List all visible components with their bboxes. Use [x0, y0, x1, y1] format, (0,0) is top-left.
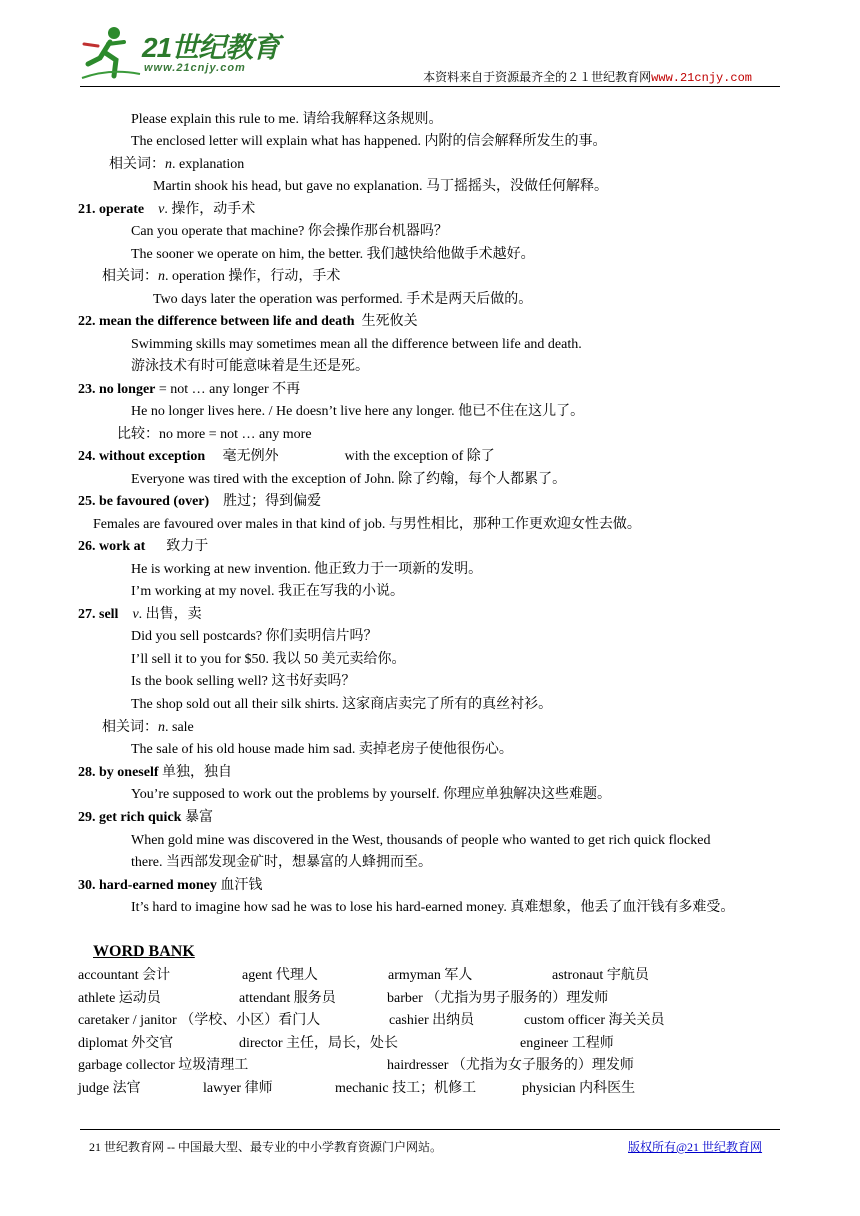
word-bank-entry: barber （尤指为男子服务的）理发师: [387, 991, 609, 1006]
word-bank-entry: hairdresser （尤指为女子服务的）理发师: [387, 1058, 634, 1073]
example-line: Females are favoured over males in that kind of job. 与男性相比，那种工作更欢迎女性去做。: [93, 517, 641, 532]
example-line: Did you sell postcards? 你们卖明信片吗？: [131, 629, 378, 644]
word-bank-entry: diplomat 外交官: [78, 1036, 174, 1051]
example-line: Can you operate that machine? 你会操作那台机器吗？: [131, 224, 448, 239]
word-bank-entry: mechanic 技工；机修工: [335, 1081, 477, 1096]
word-bank-entry: attendant 服务员: [239, 991, 336, 1006]
comparison-line: 比较：no more = not … any more: [117, 427, 312, 442]
header-source-url[interactable]: www.21cnjy.com: [651, 71, 752, 85]
example-line: Martin shook his head, but gave no explanation. 马丁摇摇头，没做任何解释。: [153, 179, 608, 194]
footer-divider: [80, 1129, 780, 1130]
example-line: He no longer lives here. / He doesn’t live here any longer. 他已不住在这儿了。: [131, 404, 585, 419]
header-source-text: 本资料来自于资源最齐全的２１世纪教育网: [423, 70, 652, 84]
copyright-link[interactable]: 版权所有@21 世纪教育网: [628, 1140, 763, 1154]
word-bank-entry: director 主任，局长，处长: [239, 1036, 399, 1051]
word-bank-entry: cashier 出纳员: [389, 1013, 475, 1028]
entry-heading: 29. get rich quick 暴富: [78, 810, 213, 825]
example-line: 游泳技术有时可能意味着是生还是死。: [131, 359, 369, 374]
example-line: It’s hard to imagine how sad he was to lose his hard-earned money. 真难想象，他丢了血汗钱有多难受。: [131, 900, 735, 915]
footer-text: 21 世纪教育网 -- 中国最大型、最专业的中小学教育资源门户网站。: [89, 1140, 442, 1154]
example-line: Swimming skills may sometimes mean all the difference between life and death.: [131, 337, 582, 352]
word-bank-entry: agent 代理人: [242, 968, 318, 983]
related-word-line: 相关词：n. explanation: [109, 157, 245, 172]
word-bank-entry: garbage collector 垃圾清理工: [78, 1058, 249, 1073]
logo-brand-text: 21世纪教育: [142, 32, 280, 63]
example-line: Is the book selling well? 这书好卖吗？: [131, 674, 356, 689]
logo-site-text: www.21cnjy.com: [144, 62, 246, 74]
word-bank-entry: astronaut 宇航员: [552, 968, 649, 983]
related-word-line: 相关词：n. operation 操作，行动，手术: [102, 269, 341, 284]
entry-heading: 28. by oneself 单独，独自: [78, 765, 232, 780]
example-line: I’ll sell it to you for $50. 我以 50 美元卖给你。: [131, 652, 406, 667]
entry-heading: 24. without exception 毫无例外 with the exception of 除了: [78, 449, 495, 464]
entry-heading: 21. operate v. 操作，动手术: [78, 202, 256, 217]
example-line: The sale of his old house made him sad. 卖掉老房子使他很伤心。: [131, 742, 513, 757]
entry-heading: 25. be favoured (over) 胜过；得到偏爱: [78, 494, 322, 509]
word-bank-title: WORD BANK: [93, 943, 195, 960]
word-bank-entry: physician 内科医生: [522, 1081, 636, 1096]
site-logo[interactable]: [80, 22, 290, 84]
entry-heading: 30. hard-earned money 血汗钱: [78, 878, 263, 893]
example-line: Two days later the operation was performed. 手术是两天后做的。: [153, 292, 533, 307]
example-line: The shop sold out all their silk shirts. 这家商店卖完了所有的真丝衬衫。: [131, 697, 553, 712]
word-bank-entry: caretaker / janitor （学校、小区）看门人: [78, 1013, 321, 1028]
word-bank-entry: accountant 会计: [78, 968, 171, 983]
word-bank-entry: athlete 运动员: [78, 991, 161, 1006]
entry-heading: 23. no longer = not … any longer 不再: [78, 382, 301, 397]
header-source: [423, 68, 752, 85]
example-line: When gold mine was discovered in the West, thousands of people who wanted to get rich quick flocked: [131, 833, 711, 848]
related-word-line: 相关词：n. sale: [102, 720, 194, 735]
word-bank-entry: engineer 工程师: [520, 1036, 614, 1051]
word-bank-entry: armyman 军人: [388, 968, 473, 983]
example-line: Everyone was tired with the exception of John. 除了约翰，每个人都累了。: [131, 472, 567, 487]
word-bank-entry: lawyer 律师: [203, 1081, 273, 1096]
example-line: Please explain this rule to me. 请给我解释这条规则。: [131, 112, 443, 127]
example-line: The sooner we operate on him, the better. 我们越快给他做手术越好。: [131, 247, 535, 262]
entry-heading: 27. sell v. 出售，卖: [78, 607, 202, 622]
running-figure-icon: [80, 24, 142, 82]
example-line: The enclosed letter will explain what has happened. 内附的信会解释所发生的事。: [131, 134, 607, 149]
example-line: He is working at new invention. 他正致力于一项新的发明。: [131, 562, 483, 577]
example-line: I’m working at my novel. 我正在写我的小说。: [131, 584, 404, 599]
example-line: there. 当西部发现金矿时，想暴富的人蜂拥而至。: [131, 855, 432, 870]
entry-heading: 22. mean the difference between life and death 生死攸关: [78, 314, 418, 329]
header-divider: [80, 86, 780, 87]
word-bank-entry: custom officer 海关关员: [524, 1013, 665, 1028]
word-bank-entry: judge 法官: [78, 1081, 141, 1096]
entry-heading: 26. work at 致力于: [78, 539, 209, 554]
example-line: You’re supposed to work out the problems by yourself. 你理应单独解决这些难题。: [131, 787, 611, 802]
